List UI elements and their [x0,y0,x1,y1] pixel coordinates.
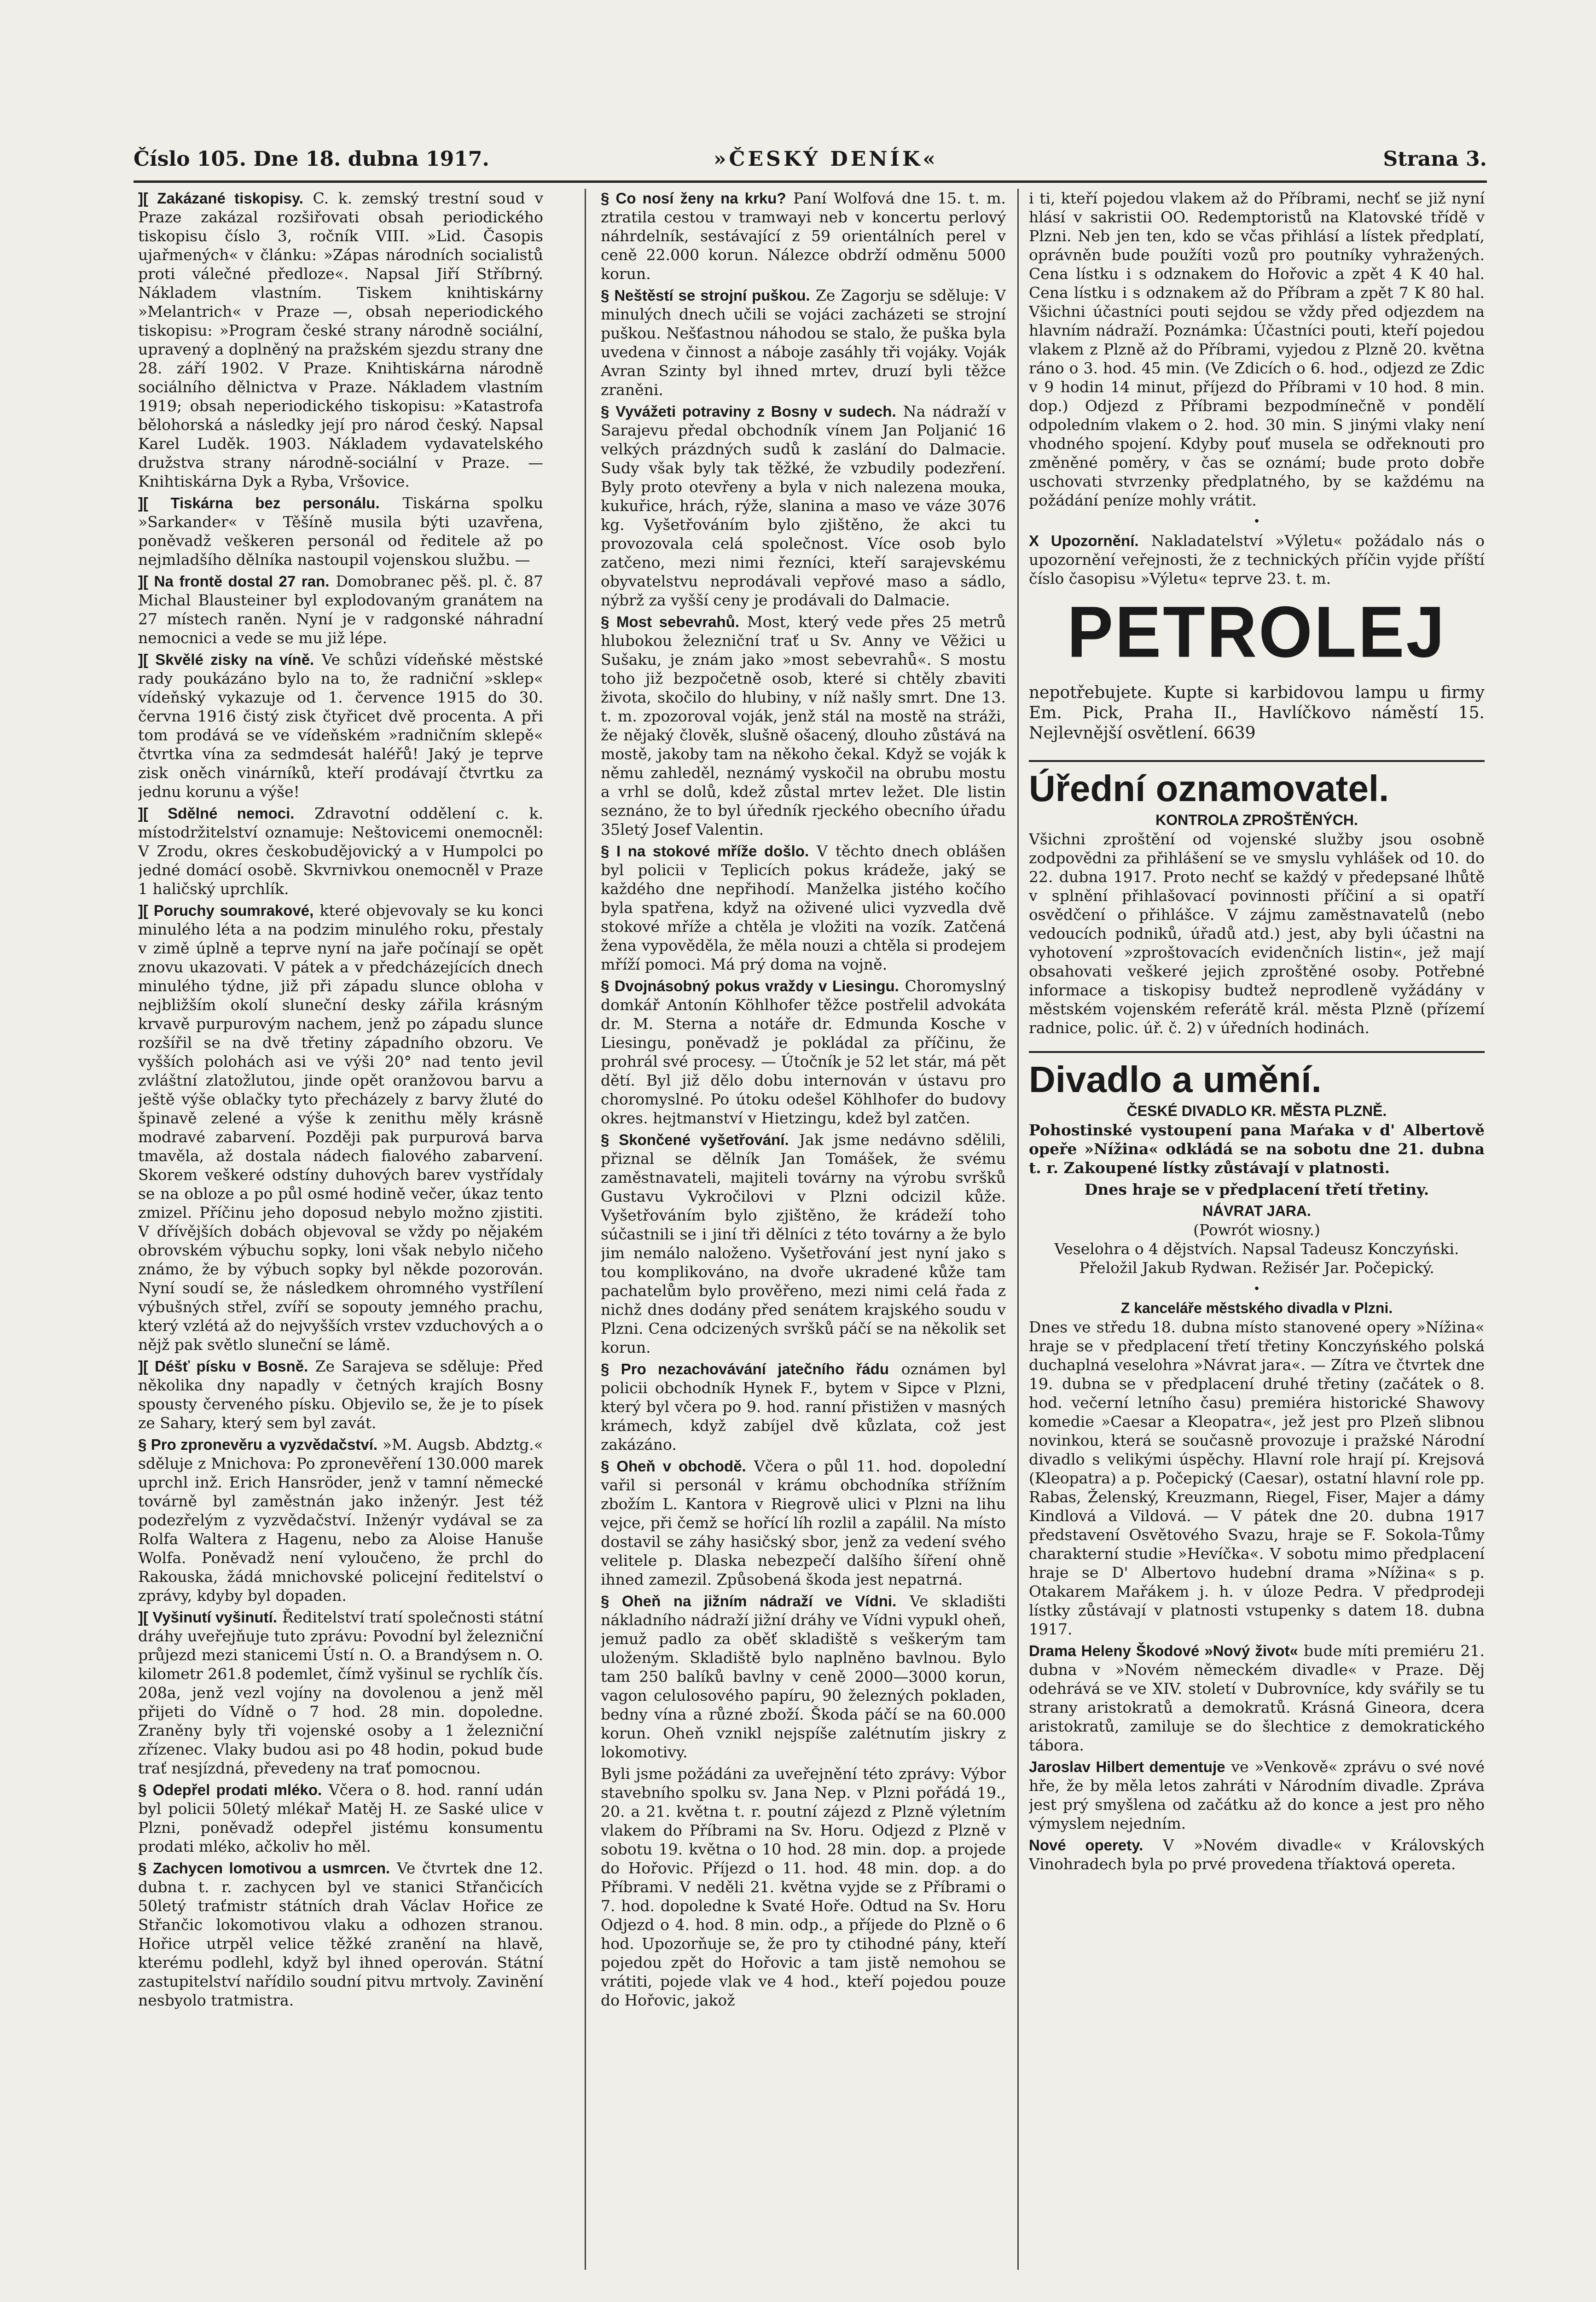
notice-head: X Upozornění. [1029,532,1139,549]
opera-head: Nové operety. [1029,1837,1143,1854]
column-divider-2 [1017,189,1019,2270]
news-item-body: Jak jsme nedávno sdělili, přiznal se dělník Jan Tomášek, že svému zaměstnavateli, majiteli továrny na výrobu svršků Gustavu Vykročilovi v Plzni odcizil kůže. Vyšetřováním bylo zjištěno, že krádeží toho súčastnili se i jiní tři dělníci z této továrny a že bylo jim nemálo naloženo. Vyšetřování jest nyní jako s tou komplikováno, na dvoře ukradené kůže tam pachatelům bylo prověřeno, mezi nimi celá řada z nichž dnes dodány před senátem krajského soudu v Plzni. Cena odcizených svršků páčí se na několik set korun. [601,1131,1006,1356]
news-item [138,1608,543,1778]
news-item-head: § Dvojnásobný pokus vraždy v Liesingu. [601,977,899,994]
news-item-head: § Oheň na jižním nádraží ve Vídni. [601,1593,897,1610]
play-info: Veselohra o 4 dějstvích. Napsal Tadeusz Konczyński. Přeložil Jakub Rydwan. Režisér Jar. Počepický. [1054,1240,1459,1277]
hilbert-item [1029,1757,1485,1833]
news-item [138,901,543,1354]
drama-item [1029,1641,1485,1755]
news-item-body: Ze Sarajeva se sděluje: Před několika dny napadly v četných krajích Bosny spousty červeného písku. Objevilo se, že je to písek ze Sahary, který sem byl zavát. [138,1357,543,1432]
official-body: Všichni zproštění od vojenské služby jsou osobně zodpovědni za přihlášení se ve smyslu vyhlášek od 10. do 22. dubna 1917. Proto nechť se každý v předepsané lhůtě v splnění přihlašovací povinnosti příčiní a si opatří osvědčení o přihlášce. V zájmu zaměstnavatelů (nebo vedoucích podniků, úřadů atd.) jest, aby byli účastni na vyhotovení »zproštovacích evidenčních listin«, jež mají obsahovati veškeré jejich zproštěné osoby. Potřebné informace a tiskopisy budtež neprodleně vyžádány v městském vojenském referátě král. města Plzně (přízemí radnice, polic. úř. č. 2) v úředních hodinách. [1029,830,1485,1037]
hilbert-head: Jaroslav Hilbert dementuje [1029,1758,1225,1775]
theatre-announcement: Pohostinské vystoupení pana Maŕaka v d' Albertově opeře »Nížina« odkládá se na sobotu dne 21. dubna t. r. Zakoupené lístky zůstávají v platnosti. [1029,1121,1485,1177]
news-item-head: § Neštěstí se strojní puškou. [601,287,810,304]
news-item-body: C. k. zemský trestní soud v Praze zakázal rozšiřovati obsah periodického tiskopisu číslo 3, ročník VIII. »Lid. Časopis ujařmených« v článku: »Zápas národních socialistů proti válečné předloze«. Napsal Jiří Stříbrný. Nákladem vlastním. Tiskem knihtiskárny »Melantrich« v Praze —, obsah neperiodického tiskopisu: »Program české strany národně sociální, upravený a doplněný na pražském sjezdu strany dne 28. září 1902. V Praze. Knihtiskárna národně sociálního dělnictva v Praze. Nákladem vlastním 1919; obsah neperiodického tiskopisu: »Katastrofa bělohorská a následky její pro národ český. Napsal Karel Luděk. 1903. Nákladem vydavatelského družstva strany národně-sociální v Praze. — Knihtiskárna Dyk a Ryba, Vršovice. [138,189,543,490]
petrolej-ad-text: nepotřebujete. Kupte si karbidovou lampu u firmy Em. Pick, Praha II., Havlíčkovo náměstí 15. Nejlevnější osvětlení. [1029,683,1485,743]
column-1 [138,189,543,2270]
news-item [138,1435,543,1605]
news-item [601,842,1006,974]
play-title: NÁVRAT JARA. [1202,1203,1311,1219]
office-body: Dnes ve středu 18. dubna místo stanovené opery »Nížina« hraje se v předplacení třetí třetiny Konczyńského polská duchaplná veselohra »Návrat jara«. — Zítra ve čtvrtek dne 19. dubna se v předplacení druhé třetiny (začátek o 8. hod. večerní letního času) premiéra historické Shawovy komedie »Caesar a Kleopatra«, jež jest pro Plzeň slibnou novinkou, která se současně provozuje i pražské Národní divadlo s velikými úspěchy. Hlavní role hrají pí. Krejsová (Kleopatra) a p. Počepický (Caesar), ostatní hlavní role pp. Rabas, Želenský, Kreuzmann, Riegel, Fiser, Majer a dámy Kindlová a Vildová. — V pátek dne 20. dubna 1917 představení Osvětového Svazu, hraje se F. Sokola-Tůmy charakterní studie »Hevíčka«. V sobotu mimo předplacení hraje se D' Albertovo hudební drama »Nížina« s p. Otakarem Mařákem j. h. v úloze Pedra. V předprodeji lístky zůstávají v platnosti vstupenky s datem 18. dubna 1917. [1029,1318,1485,1638]
news-item-head: § Most sebevrahů. [601,613,739,630]
news-item-head: § Vyvážeti potraviny z Bosny v sudech. [601,403,896,420]
news-item-body: V těchto dnech oblášen byl policii v Teplicích pokus krádeže, jaký se každého dne nepřihodí. Manželka jistého kočího byla spatřena, když na oživené ulici vyzvedla dvě stokové mříže a chtěla je vložiti na vozík. Zatčená žena vypověděla, že měla nouzi a chtěla si prodejem mříží pomoci. Má prý doma na vojně. [601,842,1006,973]
official-section-title: Úřední oznamovatel. [1029,760,1485,811]
news-item-head: § Pro nezachovávání jatečního řádu [601,1360,889,1378]
news-item [601,1457,1006,1589]
news-item-head: § Odepřel prodati mléko. [138,1781,322,1798]
pilgrimage-notice-continued: i ti, kteří pojedou vlakem až do Příbrami, nechť se již nyní hlásí v sakristii OO. Redemptoristů na Klatovské třídě v Plzni. Neb jen ten, kdo se včas přihlásí a lístek předplatí, oprávněn bude použíti vozů pro poutníky vyhražených. Cena lístku i s odznakem do Hořovic a zpět 4 K 40 hal. Cena lístku i s odznakem až do Příbram a zpět 7 K 80 hal. Všichni účastníci pouti sejdou se vždy před odjezdem na hlavním nádraží. Poznámka: Účastníci pouti, kteří pojedou vlakem z Plzně až do Příbrami, vyjedou z Plzně 20. května ráno o 3. hod. 45 min. (Ve Zdicích o 6. hod., odjezd ze Zdic v 9 hodin 14 minut, příjezd do Příbrami v 10 hod. 8 min. dop.) Odjezd z Příbrami bezpodmínečně v pondělí odpoledním vlakem o 2. hod. 30 min. S jinými vlaky není vhodného spojení. Kdyby pouť musela se odřeknouti pro změněné poměry, v čas se oznámí; bude proto dobře uschovati stvrzenky předplatného, by se každému na požádání peníze mohly vrátit. [1029,189,1485,509]
petrolej-ad-body [1029,683,1485,744]
header-rule [133,180,1487,183]
drama-body: bude míti premiéru 21. dubna v »Novém německém divadle« v Praze. Děj odehrává se ve XIV. století v Dubrovníce, kdy svářily se tu strany aristokratů a demokratů. Krásná Gineora, dcera aristokratů, zamiluje se do šlechtice z demokratického tábora. [1029,1642,1485,1754]
news-item [138,1780,543,1856]
theatre-today: Dnes hraje se v předplacení třetí třetiny. [1084,1180,1429,1198]
news-item-head: § I na stokové mříže došlo. [601,843,809,860]
news-item-body: »M. Augsb. Abdztg.« sděluje z Mnichova: Po zpronevěření 130.000 marek uprchl inž. Erich Hansröder, jenž v tamní německé továrně byl zaměstnán jako inženýr. Jest též podezřelým z vyzvědačství. Inženýr vydával se za Rolfa Waltera z Hagenu, nebo za Aloise Hanuše Wolfa. Poněvadž není vyloučeno, že prchl do Rakouska, žádá mnichovské policejní ředitelství o zprávy, kdyby byl dopaden. [138,1436,543,1604]
hilbert-body: ve »Venkově« zprávu o své nové hře, že by měla letos zahráti v Národním divadle. Zpráva jest prý smyšlena od začátku až do konce a jest pro něho výmyslem nejedním. [1029,1758,1485,1832]
theatre-section-title: Divadlo a umění. [1029,1051,1485,1102]
news-item-head: § Pro zpronevěru a vyzvědačství. [138,1436,378,1453]
theatre-subtitle: ČESKÉ DIVADLO KR. MĚSTA PLZNĚ. [1126,1103,1387,1119]
news-item [138,1357,543,1432]
news-item-body: Ve čtvrtek dne 12. dubna t. r. zachycen byl ve stanici Střančicích 50letý traťmistr státních drah Václav Hořice ze Střančic lokomotivou vlaku a odhozen stranou. Hořice utrpěl velice těžké zranění na hlavě, kterému podlehl, když byl ihned operován. Státní zastupitelství nařídilo soudní pitvu mrtvoly. Zavinění nesbyolo tratmistra. [138,1859,543,2009]
news-item-body: oznámen byl policii obchodník Hynek F., bytem v Sipce v Plzni, který byl včera po 9. hod. ranní přistižen v masných krámech, když zabíjel dvě kůzlata, což jest zakázáno. [601,1360,1006,1453]
news-item-body: Ředitelství tratí společnosti státní dráhy uveřejňuje tuto zprávu: Povodní byl železniční průjezd mezi stanicemi Ústí n. O. a Brandýsem n. O. kilometr 261.8 podemlet, čímž vyšinul se rychlík čís. 208a, jenž vezl vojíny na dovolenou a jenž měl přijeti do Vídně o 7 hod. 28 min. dopoledne. Zraněny byly tři vojenské osoby a 1 železniční zřízenec. Vlaky budou asi po 48 hodin, pokud bude trať nesjízdná, převedeny na trať pomocnou. [138,1608,543,1777]
petrolej-ad-title: PETROLEJ [1067,591,1446,673]
news-item [138,650,543,801]
news-item-body: Choromyslný domkář Antonín Köhlhofer těžce postřelil advokáta dr. M. Sterna a notáře dr. Edmunda Kosche v Liesingu, poněvadž je pokládal za příčinu, že prohrál své procesy. — Útočník je 52 let stár, má pět dětí. Byl již dělo dobu internován v ústavu pro choromyslné. Po útoku odešel Köhlhofer do budovy okres. hejtmanství v Hietzingu, kdež byl zatčen. [601,977,1006,1127]
news-item-head: § Zachycen lomotivou a usmrcen. [138,1860,390,1877]
news-item-head: ][ Déšť písku v Bosně. [138,1358,308,1375]
office-title: Z kanceláře městského divadla v Plzni. [1120,1300,1393,1316]
news-item [138,572,543,647]
separator: • [1253,1282,1260,1296]
news-item [138,494,543,569]
news-item-body: které objevovaly se ku konci minulého léta a na podzim minulého roku, přestaly v zimě úplně a teprve nyní na jaře počínají se opět znovu ukazovati. V pátek a v předcházejících dnech minulého týdne, již při západu slunce obloha v nejbližším okolí sluneční desky zářila krásným krvavě purpurovým nachem, jenž po západu slunce rozšířil se na dvě třetiny západního obzoru. Ve vyšších polohách asi ve výši 20° nad tento jevil zvláštní zlatožlutou, jinde opět oranžovou barvu a ještě výše oblačky tyto přecházely z barvy žluté do špinavě zelené a výše k zenithu měly krásně modravé zabarvení. Později pak purpurová barva tmavěla, až dostala nádech fialového zabarvení. Skorem veškeré odstíny duhových barev vystřídaly se na obloze a po půl osmé hodině večer, úkaz tento zmizel. Příčinu jeho doposud nebylo možno zjistiti. V dřívějších dobách objevoval se vždy po nějakém obrovském výbuchu sopky, loni však nebylo ničeho známo, že by výbuch sopky byl někde pozorován. Nyní soudí se, že následkem ohromného vystřílení výbušných střel, zvíří se sopouty jemného prachu, který vzlétá až do nejvyšších vrstev vzduchových a o nějž pak světlo sluneční se lámě. [138,901,543,1354]
news-item-head: ][ Na frontě dostal 27 ran. [138,573,330,590]
news-item [601,1764,1006,2010]
news-item-body: Včera o půl 11. hod. dopolední vařil si personál v krámu obchodníka střížním zbožím L. Kantora v Riegrově ulici v Plzni na lihu vejce, při čemž se hořící líh rozlil a zapálil. Na místo dostavil se záhy hasičský sbor, jenž za vedení svého velitele p. Dlaska nebezpečí dalšího šíření ohně ihned zamezil. Způsobená škoda jest nepatrná. [601,1457,1006,1588]
news-item [601,1130,1006,1357]
news-item-head: ][ Tiskárna bez personálu. [138,494,380,512]
news-item-body: Byli jsme požádáni za uveřejnění této zprávy: Výbor stavebního spolku sv. Jana Nep. v Plzni pořádá 19., 20. a 21. května t. r. poutní zájezd z Plzně výletním vlakem do Příbrami na Sv. Horu. Odjezd z Plzně v sobotu 19. května o 10 hod. 28 min. dop. a projede do Hořovic. Příjezd o 11. hod. 48 min. dop. a do Příbrami. V neděli 21. května vyjde se z Příbrami o 7. hod. dopoledne k Svaté Hoře. Odtud na Sv. Horu Odjezd o 4. hod. 8 min. odp., a příjede do Plzně o 6 hod. Upozorňuje se, že pro ty ctihodné pány, kteří pojedou zpět do Hořovic a tam jistě nemohou se vrátiti, pojede vlak ve 4 hod., kteří pojedou pouze do Hořovic, jakož [601,1765,1006,2009]
news-item-body: Na nádraží v Sarajevu předal obchodník vínem Jan Poljanić 16 velkých prázdných sudů k zaslání do Dalmacie. Sudy však byly tak těžké, že vzbudily podezření. Byly proto otevřeny a byla v nich nalezena mouka, kukuřice, hrách, rýže, slanina a maso ve váze 3076 kg. Vyšetřováním bylo zjištěno, že akci tu provozovala celá společnost. Více osob bylo zatčeno, mezi nimi řezníci, kteří sarajevskému obyvatelstvu neprodávali vepřové maso a sádlo, nýbrž za vyšší ceny je prodávali do Dalmacie. [601,402,1006,609]
column-2 [601,189,1006,2270]
news-item-body: Včera o 8. hod. ranní udán byl policii 50letý mlékař Matěj H. ze Saské ulice v Plzni, poněvadž odepřel jistému konsumentu prodati mléko, ačkoliv ho měl. [138,1781,543,1855]
news-item [138,1859,543,2010]
page-number: Strana 3. [1383,147,1487,171]
news-item-body: Ve schůzi vídeňské městské rady poukázáno bylo na to, že radniční »sklep« vídeňský vykazuje od 1. července 1915 do 30. června 1916 čistý zisk čtyřicet dvě procenta. A při tom prodává se ve vídeňském »radničním sklepě« čtvrtka vína za sedmdesát haléřů! Jaký je teprve zisk oněch vinárníků, kteří prodávají čtvrtku za jednu korunu a výše! [138,651,543,801]
news-item-head: § Skončené vyšetřování. [601,1131,789,1148]
news-item [601,286,1006,399]
news-item [601,612,1006,839]
news-item-body: Paní Wolfová dne 15. t. m. ztratila cestou v tramwayi neb v koncertu perlový náhrdelník, sestávající z 59 orientálních perel v ceně 22.000 korun. Nálezce obdrží odměnu 5000 korun. [601,189,1006,283]
petrolej-ad-code: 6639 [1213,724,1256,743]
news-item-head: ][ Zakázané tiskopisy. [138,190,303,207]
news-item [601,189,1006,283]
news-item-head: ][ Skvělé zisky na víně. [138,651,314,668]
news-item-body: Tiskárna spolku »Sarkander« v Těšíně musila býti uzavřena, poněvadž veškeren personál od ředitele až po nejmladšího dělníka nastoupil vojenskou službu. — [138,494,543,569]
separator: • [1253,515,1260,529]
news-item-body: Ve skladišti nákladního nádraží jižní dráhy ve Vídni vypukl oheň, jemuž padlo za oběť skladiště s veškerým tam uloženým. Skladiště bylo naplněno bavlnou. Bylo tam 250 balíků bavlny v ceně 2000—3000 korun, vagon celulosového papíru, 90 železných pokladen, bedny vína a různé zboží. Škoda páčí se na 60.000 korun. Oheň vznikl nejspíše zalétnutím jiskry z lokomotivy. [601,1592,1006,1761]
opera-body: V »Novém divadle« v Královských Vinohradech byla po prvé provedena tříaktová opereta. [1029,1836,1485,1873]
news-item [138,189,543,491]
issue-date: Číslo 105. Dne 18. dubna 1917. [133,147,489,171]
news-item-head: ][ Sdělné nemoci. [138,805,295,822]
news-item [601,1360,1006,1454]
news-item-head: ][ Vyšinutí vyšinutí. [138,1609,278,1626]
column-3 [1029,189,1485,2270]
news-item-body: Zdravotní oddělení c. k. místodržitelství oznamuje: Neštovicemi onemocněl: V Zrodu, okres českobudějovický a v Humpolci po jedné domácí osobě. Skvrnivkou onemocněl v Praze 1 haličský uprchlík. [138,804,543,898]
notice-item [1029,531,1485,588]
official-subtitle: KONTROLA ZPROŠTĚNÝCH. [1155,812,1358,828]
news-item-body: Most, který vede přes 25 metrů hlubokou železniční trať u Sv. Anny ve Věžici u Sušaku, je znám jako »most sebevrahů«. S mostu toho již bezpočetně osob, které si chtěly zbaviti života, skočilo do hlubiny, v níž našly smrt. Dne 13. t. m. zpozoroval voják, jenž stál na mostě na stráži, že nějaký člověk, slušně ošacený, dlouho zůstává na mostě, jakoby tam na někoho čekal. Když se voják k němu zahleděl, neznámý vyskočil na obrubu mostu a vrhl se dolů, kdež zůstal mrtev ležet. Dle listin seznáno, že to byl úředník rjeckého obecního úřadu 35letý Josef Valentin. [601,613,1006,838]
news-item [138,804,543,898]
news-item [601,402,1006,610]
notice-body: Nakladatelství »Výletu« požádalo nás o upozornění veřejnosti, že z technických příčin vyjde příští číslo časopisu »Výletu« teprve 23. t. m. [1029,532,1485,587]
opera-item [1029,1836,1485,1873]
news-item-head: § Co nosí ženy na krku? [601,190,786,207]
play-subtitle: (Powrót wiosny.) [1193,1221,1320,1239]
news-item-head: ][ Poruchy soumrakové, [138,902,314,919]
masthead-title: »ČESKÝ DENÍK« [714,147,938,171]
column-divider-1 [585,189,586,2270]
news-item-head: § Oheň v obchodě. [601,1458,746,1475]
news-item [601,977,1006,1128]
news-item-body: Domobranec pěš. pl. č. 87 Michal Blausteiner byl explodovaným granátem na 27 místech raněn. Nyní je v radgonské náhradní nemocnici a vede se mu již lépe. [138,572,543,647]
drama-head: Drama Heleny Škodové »Nový život« [1029,1642,1298,1659]
news-item-body: Ze Zagorju se sděluje: V minulých dnech učili se vojáci zacházeti se strojní puškou. Nešťastnou náhodou se stalo, že puška byla uvedena v činnost a náboje zasáhly tři vojáky. Voják Avran Szinty byl ihned mrtev, druzí byli těžce zraněni. [601,286,1006,399]
news-item [601,1592,1006,1761]
page-header [133,147,1487,180]
